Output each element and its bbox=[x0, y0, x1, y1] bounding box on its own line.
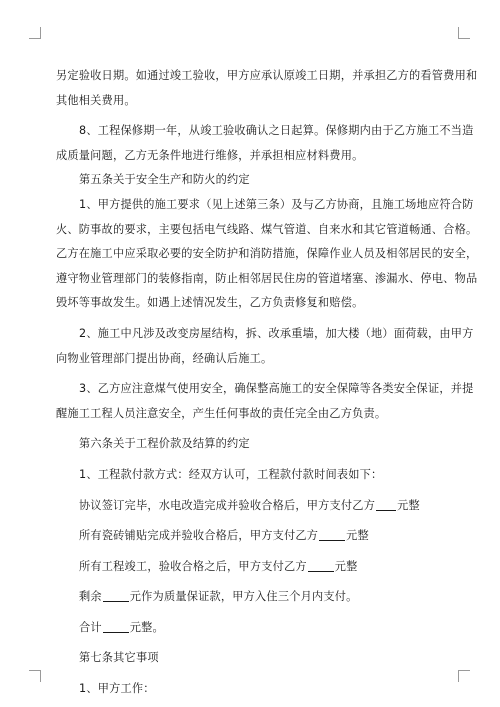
paragraph-line: 8、工程保修期一年，从竣工验收确认之日起算。保修期内由于乙方施工不当造 bbox=[79, 124, 474, 138]
paragraph-line: 另定验收日期。如通过竣工验收，甲方应承认原竣工日期，并承担乙方的看管费用和 bbox=[56, 69, 478, 82]
section-heading: 第五条关于安全生产和防火的约定 bbox=[79, 173, 250, 187]
crop-mark-top-left bbox=[29, 27, 41, 39]
paragraph-line: 遵守物业管理部门的装修指南，防止相邻居民住房的管道堵塞、渗漏水、停电、物品 bbox=[56, 271, 478, 285]
payment-line: 合计 元整。 bbox=[79, 620, 164, 634]
amount-blank bbox=[308, 559, 334, 572]
amount-blank bbox=[103, 620, 129, 633]
amount-blank bbox=[376, 498, 396, 511]
paragraph-line: 乙方在施工中应采取必要的安全防护和消防措施，保障作业人员及相邻居民的安全， bbox=[56, 247, 478, 261]
paragraph-line: 醒施工工程人员注意安全，产生任何事故的责任完全由乙方负责。 bbox=[56, 406, 387, 420]
document-page bbox=[56, 64, 478, 702]
paragraph-line: 向物业管理部门提出协商，经确认后施工。 bbox=[56, 351, 273, 365]
paragraph-line: 2、施工中凡涉及改变房屋结构，拆、改承重墙，加大楼（地）面荷载，由甲方 bbox=[79, 326, 474, 340]
paragraph-line: 毁坏等事故发生。如遇上述情况发生，乙方负责修复和赔偿。 bbox=[56, 296, 364, 310]
payment-line: 协议签订完毕，水电改造完成并验收合格后，甲方支付乙方 元整 bbox=[79, 498, 420, 512]
paragraph-line: 1、工程款付款方式：经双方认可，工程款付款时间表如下： bbox=[79, 467, 383, 481]
section-heading: 第六条关于工程价款及结算的约定 bbox=[79, 437, 250, 451]
crop-mark-bottom-left bbox=[29, 670, 41, 682]
paragraph-line: 成质量问题，乙方无条件地进行维修，并承担相应材料费用。 bbox=[56, 148, 364, 162]
payment-line: 所有工程竣工，验收合格之后，甲方支付乙方 元整 bbox=[79, 559, 358, 573]
payment-line: 所有瓷砖铺贴完成并验收合格后，甲方支付乙方 元整 bbox=[79, 529, 369, 543]
amount-blank bbox=[103, 589, 129, 602]
crop-mark-top-right bbox=[458, 27, 470, 39]
section-heading: 第七条其它事项 bbox=[79, 651, 159, 665]
paragraph-line: 3、乙方应注意煤气使用安全，确保整高施工的安全保障等各类安全保证，并提 bbox=[79, 382, 474, 396]
crop-mark-bottom-right bbox=[458, 670, 470, 682]
paragraph-line: 1、甲方提供的施工要求（见上述第三条）及与乙方协商，且施工场地应符合防 bbox=[79, 197, 474, 211]
payment-line: 剩余 元作为质量保证款，甲方入住三个月内支付。 bbox=[79, 590, 358, 604]
paragraph-line: 其他相关费用。 bbox=[56, 93, 136, 107]
amount-blank bbox=[319, 528, 345, 541]
paragraph-line: 火、防事故的要求，主要包括电气线路、煤气管道、自来水和其它管道畅通、合格。 bbox=[56, 222, 478, 236]
paragraph-line: 1、甲方工作： bbox=[79, 682, 155, 696]
